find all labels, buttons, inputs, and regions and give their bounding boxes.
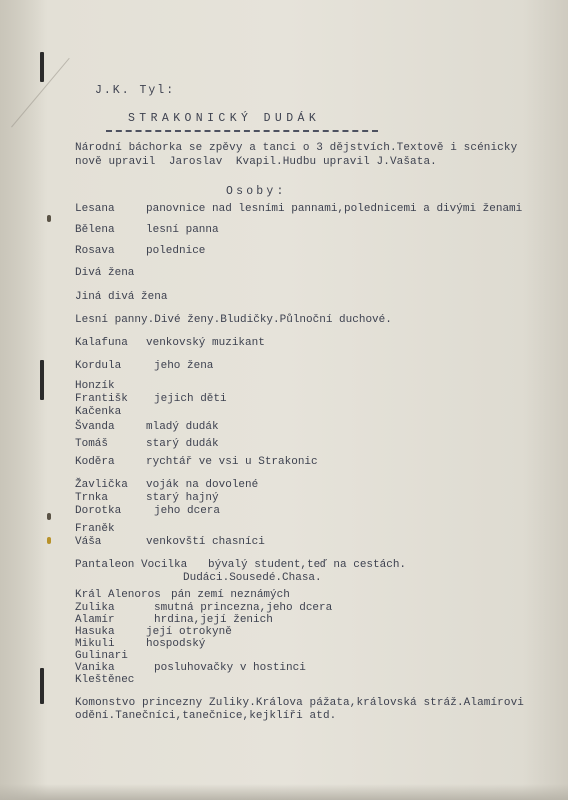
cast-name: Vanika: [75, 662, 115, 674]
cast-name: Švanda: [75, 421, 115, 433]
retinue-line-1: Komonstvo princezny Zuliky.Králova pážata,královská stráž.Alamírovi: [75, 697, 524, 709]
cast-name: Kleštěnec: [75, 674, 135, 686]
cast-description: jeho žena: [154, 360, 214, 372]
cast-description: lesní panna: [146, 224, 219, 236]
cast-name: Dorotka: [75, 505, 122, 517]
cast-description: bývalý student,teď na cestách.: [208, 559, 407, 571]
cast-description: voják na dovolené: [146, 479, 259, 491]
cast-name: Franěk: [75, 523, 115, 535]
cast-description: starý dudák: [146, 438, 219, 450]
cast-name: Františk: [75, 393, 128, 405]
cast-name: Jiná divá žena: [75, 291, 168, 303]
cast-name: Mikuli: [75, 638, 115, 650]
cast-description: venkovští chasníci: [146, 536, 265, 548]
cast-name: Hasuka: [75, 626, 115, 638]
cast-description: starý hajný: [146, 492, 219, 504]
cast-name: Kačenka: [75, 406, 122, 418]
cast-name: Žavlička: [75, 479, 128, 491]
cast-name: Pantaleon Vocilka: [75, 559, 188, 571]
cast-description: hospodský: [146, 638, 206, 650]
cast-name: Kordula: [75, 360, 122, 372]
cast-description: jeho dcera: [154, 505, 221, 517]
cast-description: smutná princezna,jeho dcera: [154, 602, 333, 614]
cast-description: venkovský muzikant: [146, 337, 265, 349]
cast-name: Koděra: [75, 456, 115, 468]
cast-name: Rosava: [75, 245, 115, 257]
cast-name: Divá žena: [75, 267, 135, 279]
cast-name: Gulinari: [75, 650, 128, 662]
cast-name: Váša: [75, 536, 102, 548]
cast-name: Kalafuna: [75, 337, 128, 349]
cast-description: pán zemí neznámých: [171, 589, 290, 601]
cast-name: Lesana: [75, 203, 115, 215]
title-underline: [106, 130, 378, 132]
cast-description: mladý dudák: [146, 421, 219, 433]
binding-hole-icon: [47, 215, 51, 222]
cast-name: Bělena: [75, 224, 115, 236]
staple-icon: [40, 668, 44, 704]
staple-icon: [40, 360, 44, 400]
play-title: STRAKONICKÝ DUDÁK: [128, 112, 321, 125]
subtitle-line-2: nově upravil Jaroslav Kvapil.Hudbu upravil J.Vašata.: [75, 156, 437, 168]
cast-name: Král Alenoros: [75, 589, 161, 601]
cast-description: hrdina,její ženich: [154, 614, 273, 626]
subtitle-line-1: Národní báchorka se zpěvy a tanci o 3 dějstvích.Textově i scénicky: [75, 142, 518, 154]
cast-name: Zulika: [75, 602, 115, 614]
binding-hole-icon: [47, 513, 51, 520]
cast-description: Dudáci.Sousedé.Chasa.: [183, 572, 322, 584]
cast-name: Alamír: [75, 614, 115, 626]
cast-description: jejich děti: [154, 393, 227, 405]
page-bottom-edge: [0, 784, 568, 800]
cast-description: posluhovačky v hostinci: [154, 662, 306, 674]
cast-name: Honzík: [75, 380, 115, 392]
cast-name: Lesní panny.Divé ženy.Bludičky.Půlnoční duchové.: [75, 314, 392, 326]
retinue-line-2: odění.Tanečníci,tanečnice,kejklíři atd.: [75, 710, 337, 722]
staple-icon: [40, 52, 44, 82]
cast-description: panovnice nad lesními pannami,polednicemi a divými ženami: [146, 203, 523, 215]
cast-description: rychtář ve vsi u Strakonic: [146, 456, 318, 468]
cast-heading: Osoby:: [226, 185, 287, 198]
cast-description: polednice: [146, 245, 206, 257]
cast-name: Trnka: [75, 492, 109, 504]
binding-hole-icon: [47, 537, 51, 544]
cast-name: Tomáš: [75, 438, 109, 450]
author-line: J.K. Tyl:: [95, 84, 176, 97]
cast-description: její otrokyně: [146, 626, 232, 638]
